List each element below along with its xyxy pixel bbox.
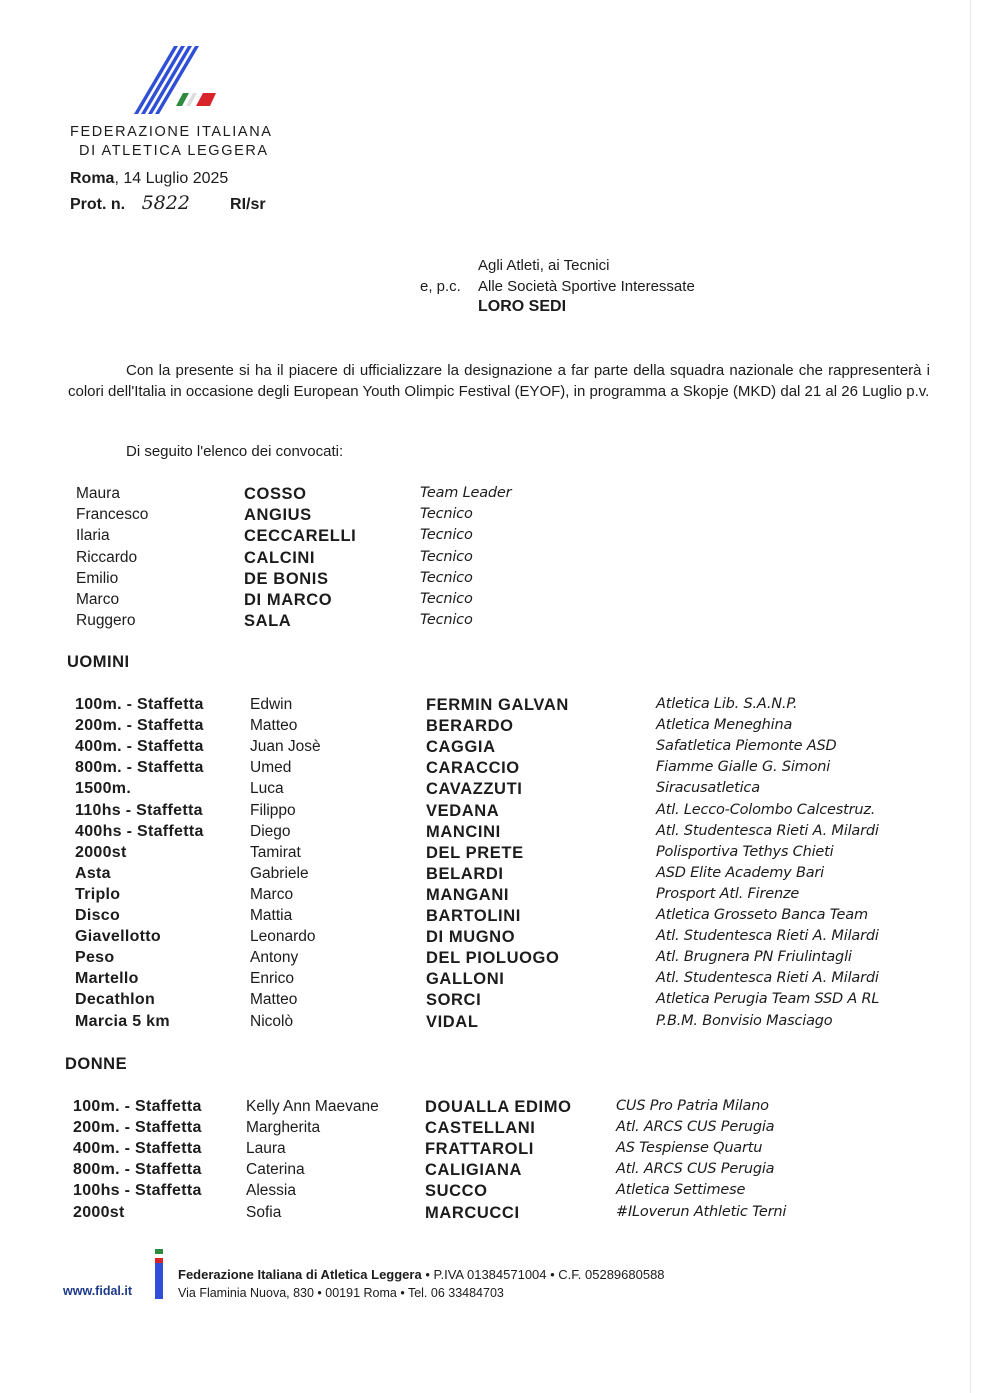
athlete-club: Atl. Lecco-Colombo Calcestruz. (656, 801, 876, 818)
athlete-event: 400m. - Staffetta (73, 1140, 202, 1158)
staff-surname: CALCINI (244, 548, 316, 567)
fidal-logo (130, 44, 222, 118)
athlete-event: 800m. - Staffetta (75, 759, 204, 777)
athlete-event: Marcia 5 km (75, 1012, 170, 1030)
athlete-first-name: Matteo (250, 717, 298, 735)
recipient-line3: LORO SEDI (478, 298, 567, 315)
athlete-event: 100m. - Staffetta (73, 1098, 202, 1115)
athlete-first-name: Umed (250, 759, 292, 777)
footer-website[interactable]: www.fidal.it (63, 1284, 132, 1298)
athlete-club: ASD Elite Academy Bari (656, 864, 824, 881)
athlete-event: 400m. - Staffetta (75, 738, 204, 756)
athlete-club: Atl. Studentesca Rieti A. Milardi (656, 822, 879, 839)
protocol-ref: RI/sr (230, 196, 266, 213)
staff-role: Team Leader (420, 485, 512, 501)
staff-first-name: Francesco (76, 506, 149, 524)
staff-role: Tecnico (420, 612, 473, 629)
athlete-club: Atl. ARCS CUS Perugia (616, 1119, 775, 1136)
staff-surname: COSSO (244, 485, 307, 503)
athlete-event: 2000st (73, 1203, 125, 1221)
athlete-surname: DI MUGNO (426, 928, 516, 947)
athlete-event: Peso (75, 949, 115, 967)
athlete-club: Atl. Studentesca Rieti A. Milardi (656, 970, 879, 987)
date-city: Roma (70, 170, 115, 187)
athlete-surname: MANCINI (426, 822, 501, 841)
women-section-title: DONNE (65, 1055, 128, 1073)
athlete-first-name: Leonardo (250, 928, 316, 946)
athlete-surname: MANGANI (426, 885, 510, 904)
athlete-first-name: Tamirat (250, 843, 301, 861)
athlete-surname: BELARDI (426, 864, 504, 883)
protocol-line (70, 192, 266, 214)
athlete-surname: GALLONI (426, 970, 505, 989)
staff-first-name: Emilio (76, 569, 119, 587)
staff-surname: SALA (244, 612, 292, 631)
athlete-surname: VEDANA (426, 801, 500, 820)
athlete-surname: DOUALLA EDIMO (425, 1098, 572, 1116)
athlete-event: Disco (75, 907, 121, 924)
athlete-surname: CAVAZZUTI (426, 780, 523, 799)
athlete-club: Siracusatletica (656, 780, 760, 797)
athlete-event: 200m. - Staffetta (73, 1119, 202, 1137)
athlete-surname: SUCCO (425, 1182, 488, 1201)
org-name-line2: DI ATLETICA LEGGERA (79, 143, 269, 159)
athlete-surname: CARACCIO (426, 759, 520, 778)
athlete-first-name: Juan Josè (250, 738, 321, 756)
athlete-first-name: Luca (250, 780, 284, 798)
athlete-surname: DEL PRETE (426, 843, 524, 862)
athlete-first-name: Enrico (250, 970, 294, 988)
athlete-first-name: Antony (250, 949, 299, 967)
athlete-event: 100hs - Staffetta (73, 1182, 202, 1200)
athlete-event: 400hs - Staffetta (75, 822, 204, 840)
footer-bar-blue (155, 1263, 163, 1299)
list-intro: Di seguito l'elenco dei convocati: (126, 443, 344, 460)
page-edge-line (970, 0, 971, 1393)
athlete-event: 100m. - Staffetta (75, 696, 204, 713)
protocol-label: Prot. n. (70, 196, 126, 213)
athlete-surname: CAGGIA (426, 738, 496, 757)
athlete-club: Atl. ARCS CUS Perugia (616, 1161, 775, 1178)
athlete-event: Giavellotto (75, 928, 161, 946)
athlete-club: Atl. Brugnera PN Friulintagli (656, 949, 852, 966)
footer-org-line (178, 1267, 665, 1282)
athlete-first-name: Margherita (246, 1119, 321, 1137)
athlete-event: 1500m. (75, 780, 132, 798)
athlete-first-name: Filippo (250, 801, 296, 819)
athlete-first-name: Kelly Ann Maevane (246, 1098, 379, 1115)
athlete-club: Atletica Grosseto Banca Team (656, 907, 868, 923)
athlete-surname: SORCI (426, 991, 482, 1010)
athlete-first-name: Mattia (250, 907, 293, 924)
athlete-club: P.B.M. Bonvisio Masciago (656, 1012, 833, 1029)
staff-first-name: Marco (76, 591, 120, 608)
athlete-first-name: Caterina (246, 1161, 305, 1179)
staff-surname: DE BONIS (244, 569, 329, 588)
athlete-event: 2000st (75, 843, 127, 861)
footer-address: Via Flaminia Nuova, 830 • 00191 Roma • Tel. 06 33484703 (178, 1286, 504, 1300)
athlete-club: Atletica Meneghina (656, 717, 793, 734)
athlete-event: 110hs - Staffetta (75, 801, 203, 819)
staff-first-name: Ilaria (76, 527, 110, 545)
athlete-first-name: Laura (246, 1140, 286, 1158)
athlete-first-name: Nicolò (250, 1012, 294, 1030)
athlete-surname: DEL PIOLUOGO (426, 949, 560, 968)
athlete-club: Prosport Atl. Firenze (656, 885, 800, 902)
athlete-surname: BERARDO (426, 717, 514, 736)
athlete-first-name: Marco (250, 885, 294, 903)
athlete-first-name: Edwin (250, 696, 293, 713)
staff-role: Tecnico (420, 527, 473, 544)
body-paragraph-text: Con la presente si ha il piacere di ufficializzare la designazione a far parte della squadra nazionale che rappresenterà i colori dell'Italia in occasione degli European Youth Olimpic Festival (EYOF), in programma a Skopje (MKD) dal 21 al 26 Luglio p.v. (68, 362, 930, 400)
athlete-club: Fiamme Gialle G. Simoni (656, 759, 831, 776)
athlete-surname: VIDAL (426, 1012, 479, 1031)
body-paragraph (68, 360, 930, 402)
org-name-line1: FEDERAZIONE ITALIANA (70, 124, 273, 140)
athlete-first-name: Diego (250, 822, 291, 840)
athlete-surname: FRATTAROLI (425, 1140, 534, 1159)
athlete-club: Safatletica Piemonte ASD (656, 738, 837, 755)
athlete-club: Atletica Lib. S.A.N.P. (656, 696, 798, 712)
athlete-club: Atletica Perugia Team SSD A RL (656, 991, 880, 1008)
athlete-surname: FERMIN GALVAN (426, 696, 569, 714)
athlete-club: #ILoverun Athletic Terni (616, 1203, 787, 1220)
recipient-line2: Alle Società Sportive Interessate (478, 278, 695, 295)
athlete-club: Polisportiva Tethys Chieti (656, 843, 834, 860)
athlete-club: Atl. Studentesca Rieti A. Milardi (656, 928, 879, 945)
athlete-event: 800m. - Staffetta (73, 1161, 202, 1179)
athlete-surname: CASTELLANI (425, 1119, 536, 1138)
staff-surname: DI MARCO (244, 591, 333, 609)
staff-role: Tecnico (420, 506, 473, 523)
staff-surname: CECCARELLI (244, 527, 357, 546)
org-name (70, 123, 273, 161)
athlete-first-name: Sofia (246, 1203, 282, 1221)
athlete-surname: CALIGIANA (425, 1161, 523, 1180)
footer-org-name: Federazione Italiana di Atletica Leggera (178, 1267, 422, 1282)
staff-role: Tecnico (420, 548, 473, 565)
athlete-event: 200m. - Staffetta (75, 717, 204, 735)
athlete-club: AS Tespiense Quartu (616, 1140, 763, 1157)
athlete-surname: MARCUCCI (425, 1203, 520, 1222)
staff-first-name: Ruggero (76, 612, 136, 630)
athlete-club: CUS Pro Patria Milano (616, 1098, 769, 1114)
athlete-event: Triplo (75, 885, 121, 903)
staff-role: Tecnico (420, 569, 473, 586)
staff-first-name: Maura (76, 485, 120, 502)
athlete-first-name: Matteo (250, 991, 298, 1009)
footer-color-bar (155, 1249, 163, 1299)
athlete-event: Martello (75, 970, 139, 988)
staff-surname: ANGIUS (244, 506, 312, 525)
athlete-first-name: Gabriele (250, 864, 309, 882)
staff-first-name: Riccardo (76, 548, 138, 566)
logo-flag-red (196, 93, 216, 106)
athlete-event: Decathlon (75, 991, 156, 1009)
cc-label: e, p.c. (420, 278, 461, 295)
athlete-surname: BARTOLINI (426, 907, 521, 925)
athlete-first-name: Alessia (246, 1182, 296, 1200)
recipient-line1: Agli Atleti, ai Tecnici (478, 257, 610, 274)
men-section-title: UOMINI (67, 653, 130, 671)
athlete-event: Asta (75, 864, 111, 882)
protocol-number: 5822 (141, 192, 190, 214)
athlete-club: Atletica Settimese (616, 1182, 746, 1199)
staff-role: Tecnico (420, 591, 473, 607)
date-line (70, 170, 228, 188)
date-text: , 14 Luglio 2025 (114, 170, 229, 187)
footer-vat: • P.IVA 01384571004 • C.F. 05289680588 (425, 1267, 665, 1282)
